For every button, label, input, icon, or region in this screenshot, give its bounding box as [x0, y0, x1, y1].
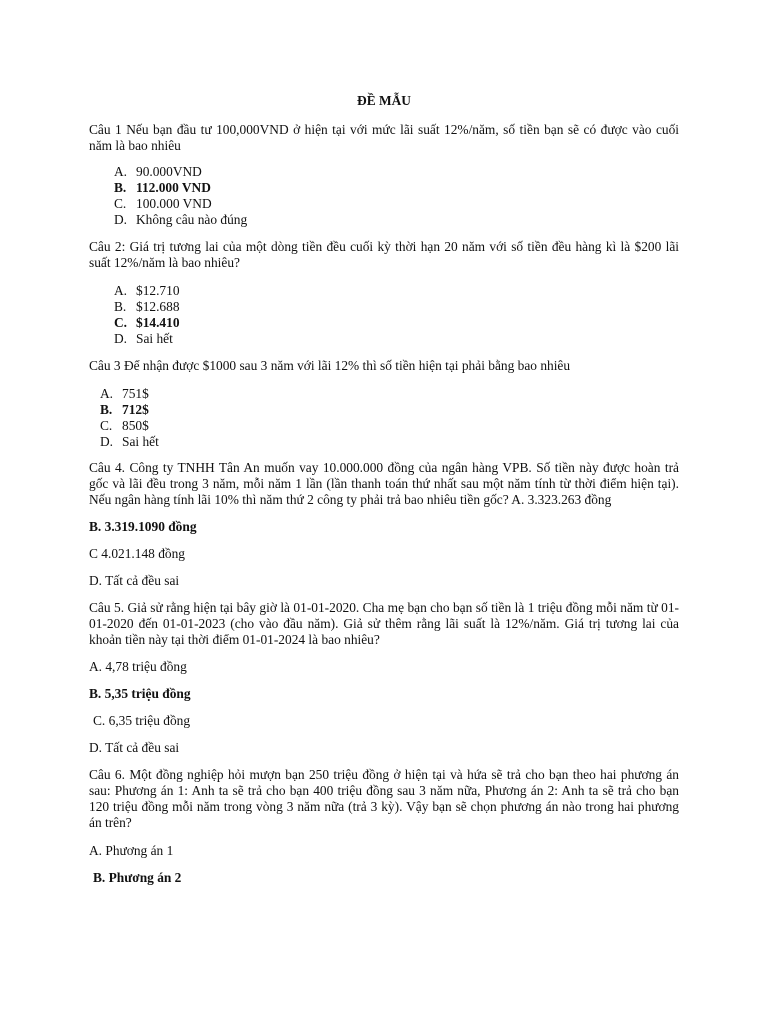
q3-option-d — [100, 434, 159, 450]
q3-option-a — [100, 386, 149, 402]
option-text: 712$ — [122, 402, 149, 417]
q2-option-c-answer — [114, 315, 180, 331]
question-4-text: Câu 4. Công ty TNHH Tân An muốn vay 10.000.000 đồng của ngân hàng VPB. Số tiền này được hoàn trả gốc và lãi đều trong 3 năm, mỗi năm 1 lần (lần thanh toán thứ nhất sau một năm tính từ thời điểm hiện tại). Nếu ngân hàng tính lãi 10% thì năm thứ 2 công ty phải trả bao nhiêu tiền gốc? A. 3.323.263 đồng — [89, 460, 679, 507]
option-text: $14.410 — [136, 315, 180, 330]
option-text: 850$ — [122, 418, 149, 433]
option-letter: D. — [114, 331, 128, 346]
q2-option-a — [114, 283, 180, 299]
q3-option-c — [100, 418, 149, 434]
option-text: 112.000 VND — [136, 180, 211, 195]
option-text: Sai hết — [136, 331, 173, 346]
option-text: Sai hết — [122, 434, 159, 449]
option-text: 751$ — [122, 386, 149, 401]
question-2-text: Câu 2: Giá trị tương lai của một dòng tiền đều cuối kỳ thời hạn 20 năm với số tiền đều hàng kì là $200 lãi suất 12%/năm là bao nhiêu? — [89, 239, 679, 270]
q5-option-d: D. Tất cả đều sai — [89, 740, 180, 755]
option-letter: C. — [114, 315, 128, 330]
option-letter: B. — [114, 180, 127, 195]
option-letter: A. — [114, 164, 128, 179]
option-text: 90.000VND — [136, 164, 202, 179]
q4-option-b-answer: B. 3.319.1090 đồng — [89, 519, 197, 534]
option-letter: B. — [100, 402, 113, 417]
q1-option-a — [114, 164, 202, 180]
option-letter: C. — [100, 418, 113, 433]
question-5-text: Câu 5. Giả sử rằng hiện tại bây giờ là 01-01-2020. Cha mẹ bạn cho bạn số tiền là 1 triệu đồng mỗi năm từ 01-01-2020 đến 01-01-2023 (cho vào đầu năm). Giả sử thêm rằng lãi suất là 12%/năm. Giá trị tương lai của khoản tiền này tại thời điểm 01-01-2024 là bao nhiêu? — [89, 600, 679, 647]
option-letter: A. — [114, 283, 128, 298]
q5-option-b-answer: B. 5,35 triệu đồng — [89, 686, 191, 701]
q5-option-a: A. 4,78 triệu đồng — [89, 659, 187, 674]
q3-option-b-answer — [100, 402, 149, 418]
option-letter: A. — [100, 386, 114, 401]
q1-option-d — [114, 212, 247, 228]
option-letter: B. — [114, 299, 127, 314]
q4-option-d: D. Tất cả đều sai — [89, 573, 180, 588]
q6-option-a: A. Phương án 1 — [89, 843, 174, 858]
option-letter: D. — [100, 434, 114, 449]
q2-option-d — [114, 331, 173, 347]
question-6-text: Câu 6. Một đồng nghiệp hỏi mượn bạn 250 triệu đồng ở hiện tại và hứa sẽ trả cho bạn theo hai phương án sau: Phương án 1: Anh ta sẽ trả cho bạn 400 triệu đồng sau 3 năm nữa, Phương án 2: Anh ta sẽ trả cho bạn 120 triệu đồng mỗi năm trong vòng 3 năm nữa (trả 3 kỳ). Vậy bạn sẽ chọn phương án nào trong hai phương án trên? — [89, 767, 679, 830]
option-text: $12.710 — [136, 283, 180, 298]
question-1-text: Câu 1 Nếu bạn đầu tư 100,000VND ở hiện tại với mức lãi suất 12%/năm, số tiền bạn sẽ có được vào cuối năm là bao nhiêu — [89, 122, 679, 153]
document-title: ĐỀ MẪU — [357, 93, 411, 108]
option-text: Không câu nào đúng — [136, 212, 248, 227]
q1-option-b-answer — [114, 180, 211, 196]
option-letter: D. — [114, 212, 128, 227]
option-letter: C. — [114, 196, 127, 211]
q4-option-c: C 4.021.148 đồng — [89, 546, 185, 561]
q5-option-c: C. 6,35 triệu đồng — [93, 713, 191, 728]
q2-option-b — [114, 299, 180, 315]
q1-option-c — [114, 196, 212, 212]
option-text: 100.000 VND — [136, 196, 212, 211]
q6-option-b-answer: B. Phương án 2 — [93, 870, 182, 885]
question-3-text: Câu 3 Để nhận được $1000 sau 3 năm với lãi 12% thì số tiền hiện tại phải bằng bao nhiêu — [89, 358, 571, 373]
option-text: $12.688 — [136, 299, 180, 314]
